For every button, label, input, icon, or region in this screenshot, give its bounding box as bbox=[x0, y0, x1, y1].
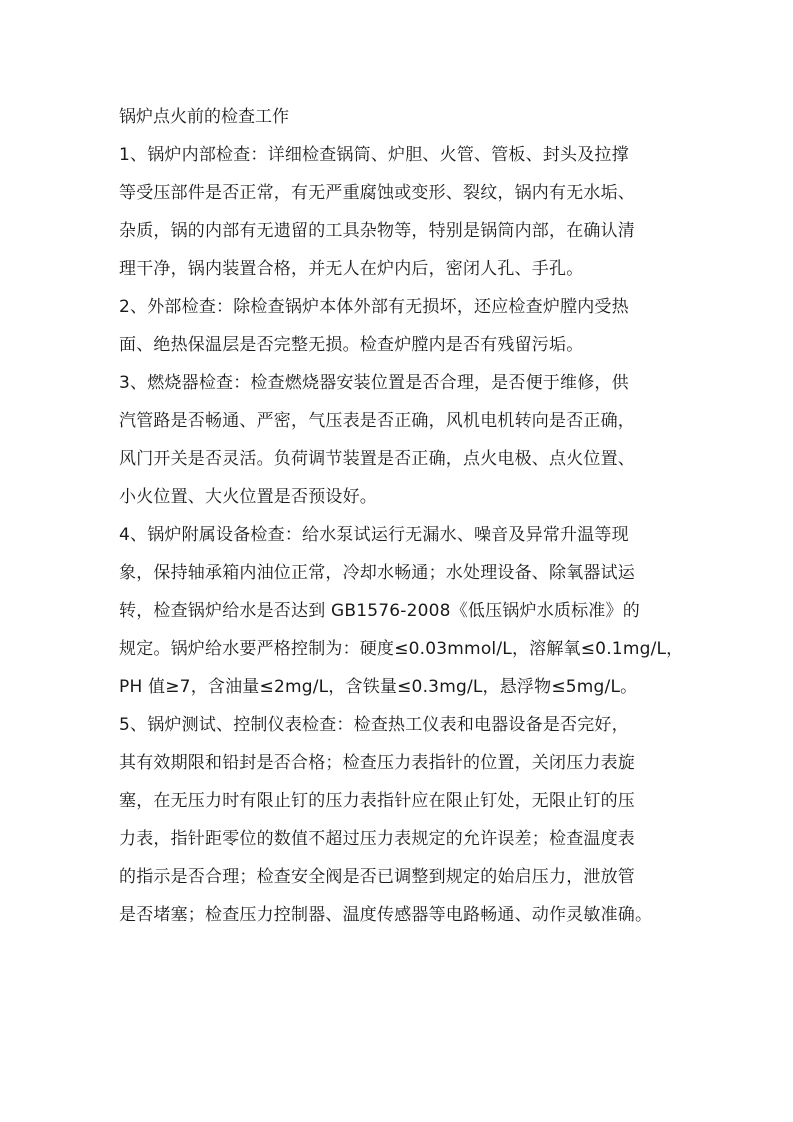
text-line: 象，保持轴承箱内油位正常，冷却水畅通；水处理设备、除氧器试运 bbox=[119, 563, 635, 583]
document-title: 锅炉点火前的检查工作 bbox=[119, 107, 289, 127]
text-line: PH 值≥7，含油量≤2mg/L，含铁量≤0.3mg/L，悬浮物≤5mg/L。 bbox=[119, 677, 638, 697]
text-line: 等受压部件是否正常，有无严重腐蚀或变形、裂纹，锅内有无水垢、 bbox=[119, 183, 635, 203]
text-line: 的指示是否合理；检查安全阀是否已调整到规定的始启压力，泄放管 bbox=[119, 867, 635, 887]
document-body bbox=[119, 98, 684, 934]
text-line: 理干净，锅内装置合格，并无人在炉内后，密闭人孔、手孔。 bbox=[119, 259, 584, 279]
paragraph-auxiliary-equipment bbox=[119, 516, 684, 706]
text-line: 杂质，锅的内部有无遗留的工具杂物等，特别是锅筒内部，在确认清 bbox=[119, 221, 635, 241]
text-line: 3、燃烧器检查：检查燃烧器安装位置是否合理，是否便于维修，供 bbox=[119, 373, 629, 393]
text-line: 1、锅炉内部检查：详细检查锅筒、炉胆、火管、管板、封头及拉撑 bbox=[119, 145, 629, 165]
text-line: 5、锅炉测试、控制仪表检查：检查热工仪表和电器设备是否完好， bbox=[119, 715, 629, 735]
paragraph-instrument-inspection bbox=[119, 706, 679, 934]
text-line: 2、外部检查：除检查锅炉本体外部有无损坏，还应检查炉膛内受热 bbox=[119, 297, 629, 317]
paragraph-burner-inspection bbox=[119, 364, 679, 516]
text-line: 力表，指针距零位的数值不超过压力表规定的允许误差；检查温度表 bbox=[119, 829, 635, 849]
text-line: 4、锅炉附属设备检查：给水泵试运行无漏水、噪音及异常升温等现 bbox=[119, 525, 629, 545]
paragraph-external-inspection bbox=[119, 288, 679, 364]
text-line: 小火位置、大火位置是否预设好。 bbox=[119, 487, 377, 507]
text-line: 转，检查锅炉给水是否达到 GB1576-2008《低压锅炉水质标准》的 bbox=[119, 601, 640, 621]
text-line: 面、绝热保温层是否完整无损。检查炉膛内是否有残留污垢。 bbox=[119, 335, 584, 355]
text-line: 规定。锅炉给水要严格控制为：硬度≤0.03mmol/L，溶解氧≤0.1mg/L， bbox=[119, 639, 684, 659]
text-line: 是否堵塞；检查压力控制器、温度传感器等电路畅通、动作灵敏准确。 bbox=[119, 905, 653, 925]
text-line: 其有效期限和铅封是否合格；检查压力表指针的位置，关闭压力表旋 bbox=[119, 753, 635, 773]
text-line: 风门开关是否灵活。负荷调节装置是否正确，点火电极、点火位置、 bbox=[119, 449, 635, 469]
text-line: 塞，在无压力时有限止钉的压力表指针应在限止钉处，无限止钉的压 bbox=[119, 791, 635, 811]
paragraph-internal-inspection bbox=[119, 136, 679, 288]
text-line: 汽管路是否畅通、严密，气压表是否正确，风机电机转向是否正确， bbox=[119, 411, 635, 431]
